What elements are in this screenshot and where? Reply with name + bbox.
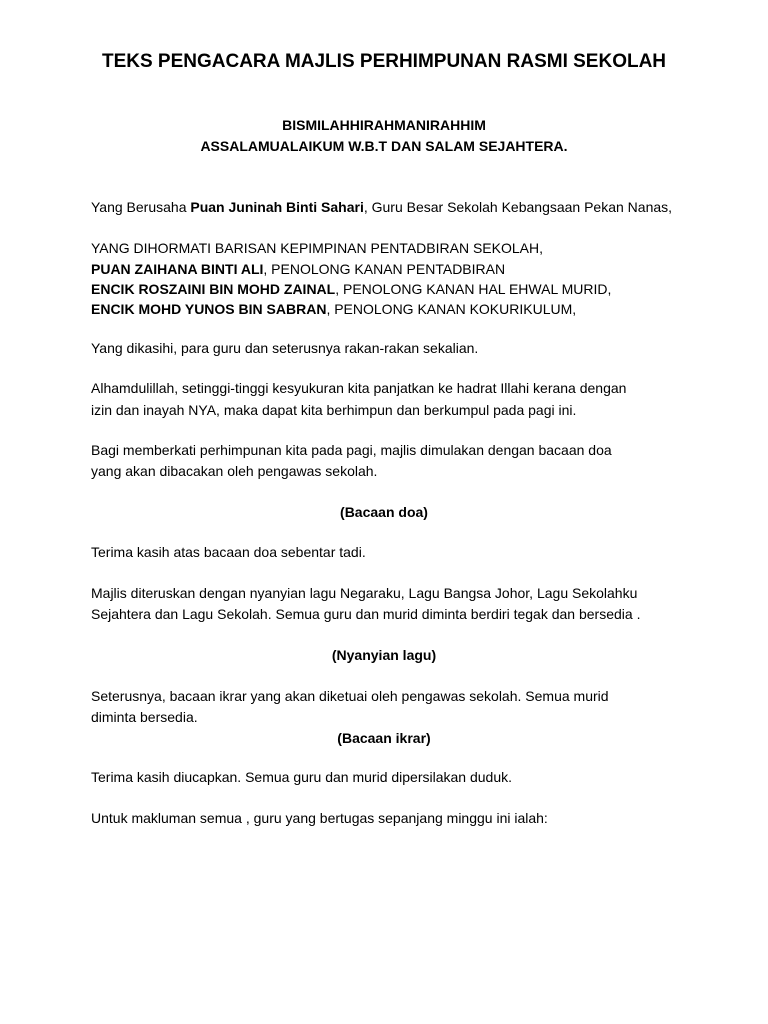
- guru-besar-prefix: Yang Berusaha: [91, 199, 191, 215]
- leader-name: ENCIK MOHD YUNOS BIN SABRAN: [91, 301, 327, 317]
- cue-nyanyian-lagu: (Nyanyian lagu): [331, 647, 437, 663]
- leader-role: , PENOLONG KANAN HAL EHWAL MURID,: [335, 281, 612, 297]
- paragraph-lagu-line: Majlis diteruskan dengan nyanyian lagu Negaraku, Lagu Bangsa Johor, Lagu Sekolahku: [91, 585, 638, 601]
- leader-name: PUAN ZAIHANA BINTI ALI: [91, 261, 264, 277]
- guru-besar-suffix: , Guru Besar Sekolah Kebangsaan Pekan Nanas,: [363, 199, 673, 215]
- paragraph-ikrar-line: Seterusnya, bacaan ikrar yang akan diketuai oleh pengawas sekolah. Semua murid: [91, 688, 609, 704]
- leader-line: [91, 260, 505, 278]
- paragraph-makluman: Untuk makluman semua , guru yang bertugas sepanjang minggu ini ialah:: [91, 810, 548, 826]
- cue-bacaan-ikrar: (Bacaan ikrar): [337, 730, 431, 746]
- paragraph-duduk: Terima kasih diucapkan. Semua guru dan murid dipersilakan duduk.: [91, 769, 513, 785]
- paragraph-terima-kasih-doa: Terima kasih atas bacaan doa sebentar tadi.: [91, 544, 366, 560]
- paragraph-doa-line: Bagi memberkati perhimpunan kita pada pagi, majlis dimulakan dengan bacaan doa: [91, 442, 612, 458]
- leader-name: ENCIK ROSZAINI BIN MOHD ZAINAL: [91, 281, 336, 297]
- cue-bacaan-doa: (Bacaan doa): [340, 504, 428, 520]
- paragraph-doa-line: yang akan dibacakan oleh pengawas sekolah.: [91, 463, 378, 479]
- leadership-heading: YANG DIHORMATI BARISAN KEPIMPINAN PENTADBIRAN SEKOLAH,: [91, 240, 543, 256]
- paragraph-alhamdulillah-line: Alhamdulillah, setinggi-tinggi kesyukuran kita panjatkan ke hadrat Illahi kerana dengan: [91, 380, 627, 396]
- leader-role: , PENOLONG KANAN KOKURIKULUM,: [326, 301, 577, 317]
- paragraph-lagu-line: Sejahtera dan Lagu Sekolah. Semua guru dan murid diminta berdiri tegak dan bersedia .: [91, 606, 641, 622]
- leader-line: [91, 280, 611, 298]
- document-title: TEKS PENGACARA MAJLIS PERHIMPUNAN RASMI SEKOLAH: [101, 51, 667, 72]
- leader-role: , PENOLONG KANAN PENTADBIRAN: [263, 261, 506, 277]
- leader-line: [91, 300, 576, 318]
- paragraph-dikasihi: Yang dikasihi, para guru dan seterusnya rakan-rakan sekalian.: [91, 340, 479, 356]
- greeting-bismillah: BISMILAHHIRAHMANIRAHHIM: [282, 117, 486, 133]
- guru-besar-line: [91, 198, 672, 216]
- guru-besar-name: Puan Juninah Binti Sahari: [190, 199, 364, 215]
- paragraph-alhamdulillah-line: izin dan inayah NYA, maka dapat kita berhimpun dan berkumpul pada pagi ini.: [91, 402, 577, 418]
- greeting-salam: ASSALAMUALAIKUM W.B.T DAN SALAM SEJAHTERA.: [200, 138, 568, 154]
- paragraph-ikrar-line: diminta bersedia.: [91, 709, 198, 725]
